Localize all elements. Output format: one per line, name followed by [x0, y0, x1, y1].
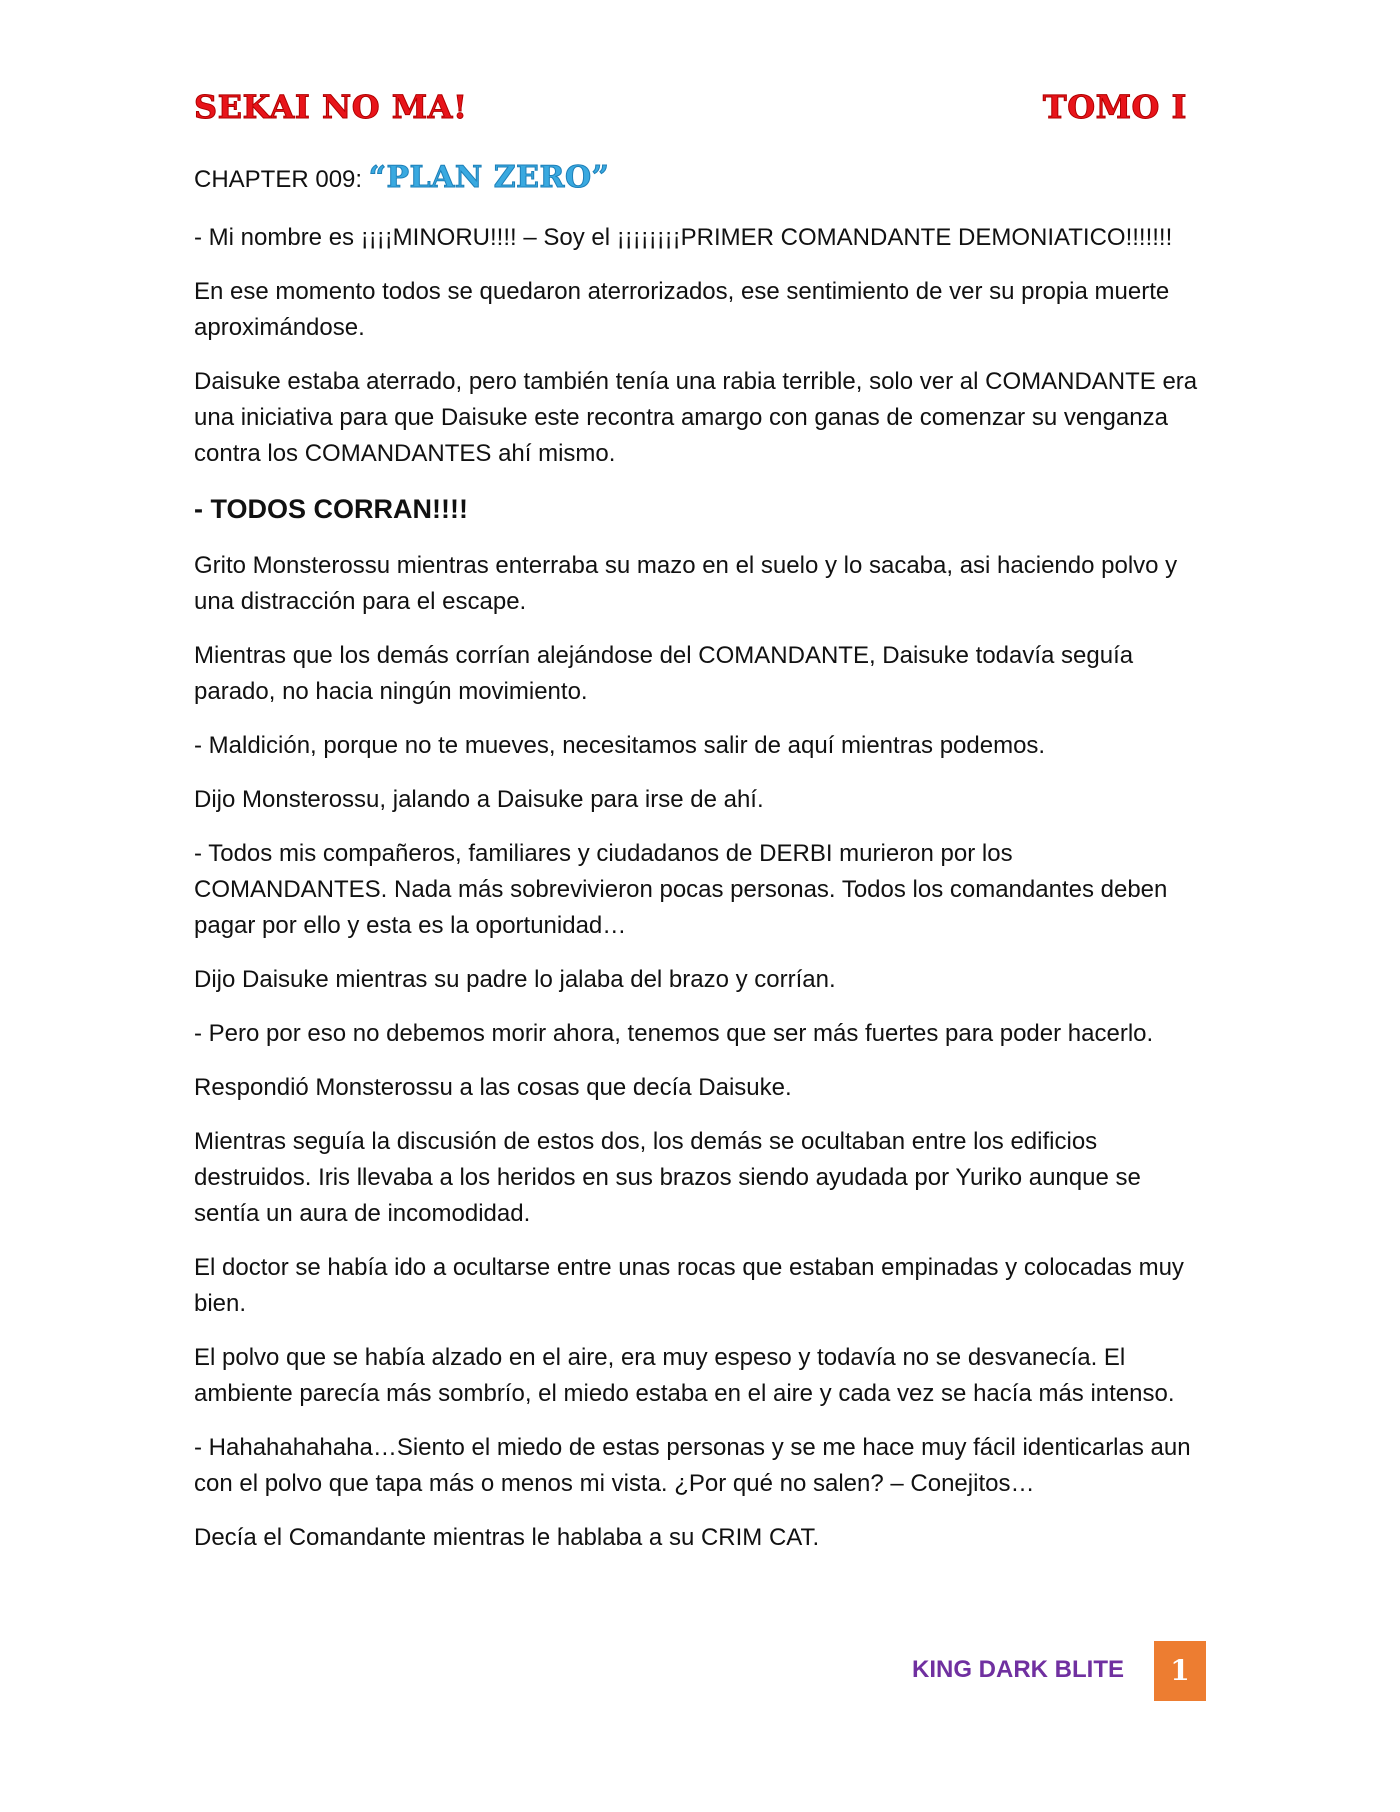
page-header	[194, 88, 1187, 132]
paragraph-17: Decía el Comandante mientras le hablaba a su CRIM CAT.	[194, 1524, 820, 1551]
author-name: KING DARK BLITE	[912, 1656, 1124, 1683]
paragraph-1: - Mi nombre es ¡¡¡¡MINORU!!!! – Soy el ¡¡¡¡¡¡¡¡PRIMER COMANDANTE DEMONIATICO!!!!!!!	[194, 224, 1173, 251]
page-body	[194, 160, 1204, 1574]
paragraph-10: Dijo Daisuke mientras su padre lo jalaba del brazo y corrían.	[194, 966, 836, 993]
paragraph-15: El polvo que se había alzado en el aire, era muy espeso y todavía no se desvanecía. El ambiente parecía más sombrío, el miedo estaba en el aire y cada vez se hacía más intenso.	[194, 1344, 1175, 1407]
chapter-title: “PLAN ZERO”	[368, 160, 610, 195]
page-footer	[900, 1641, 1206, 1701]
paragraph-7: - Maldición, porque no te mueves, necesitamos salir de aquí mientras podemos.	[194, 732, 1046, 759]
paragraph-16: - Hahahahahaha…Siento el miedo de estas personas y se me hace muy fácil identicarlas aun con el polvo que tapa más o menos mi vista. ¿Por qué no salen? – Conejitos…	[194, 1434, 1191, 1497]
paragraph-11: - Pero por eso no debemos morir ahora, tenemos que ser más fuertes para poder hacerlo.	[194, 1020, 1154, 1047]
volume-label: TOMO I	[1042, 88, 1187, 126]
paragraph-2: En ese momento todos se quedaron aterrorizados, ese sentimiento de ver su propia muerte aproximándose.	[194, 278, 1170, 341]
paragraph-8: Dijo Monsterossu, jalando a Daisuke para irse de ahí.	[194, 786, 764, 813]
paragraph-3: Daisuke estaba aterrado, pero también tenía una rabia terrible, solo ver al COMANDANTE era una iniciativa para que Daisuke este recontra amargo con ganas de comenzar su venganza contra los COMANDANTES ahí mismo.	[194, 368, 1198, 467]
chapter-label: CHAPTER 009:	[194, 166, 369, 193]
paragraph-14: El doctor se había ido a ocultarse entre unas rocas que estaban empinadas y colocadas muy bien.	[194, 1254, 1184, 1317]
series-title: SEKAI NO MA!	[194, 88, 468, 126]
paragraph-shout: - TODOS CORRAN!!!!	[194, 494, 468, 524]
paragraph-12: Respondió Monsterossu a las cosas que decía Daisuke.	[194, 1074, 792, 1101]
paragraph-6: Mientras que los demás corrían alejándose del COMANDANTE, Daisuke todavía seguía parado, no hacia ningún movimiento.	[194, 642, 1134, 705]
page-number-badge: 1	[1154, 1641, 1206, 1701]
paragraph-13: Mientras seguía la discusión de estos dos, los demás se ocultaban entre los edificios destruidos. Iris llevaba a los heridos en sus brazos siendo ayudada por Yuriko aunque se sentía un aura de incomodidad.	[194, 1128, 1141, 1227]
paragraph-9: - Todos mis compañeros, familiares y ciudadanos de DERBI murieron por los COMANDANTES. Nada más sobrevivieron pocas personas. Todos los comandantes deben pagar por ello y esta es la oportunidad…	[194, 840, 1168, 939]
paragraph-5: Grito Monsterossu mientras enterraba su mazo en el suelo y lo sacaba, asi haciendo polvo y una distracción para el escape.	[194, 552, 1178, 615]
chapter-heading	[194, 160, 1204, 198]
